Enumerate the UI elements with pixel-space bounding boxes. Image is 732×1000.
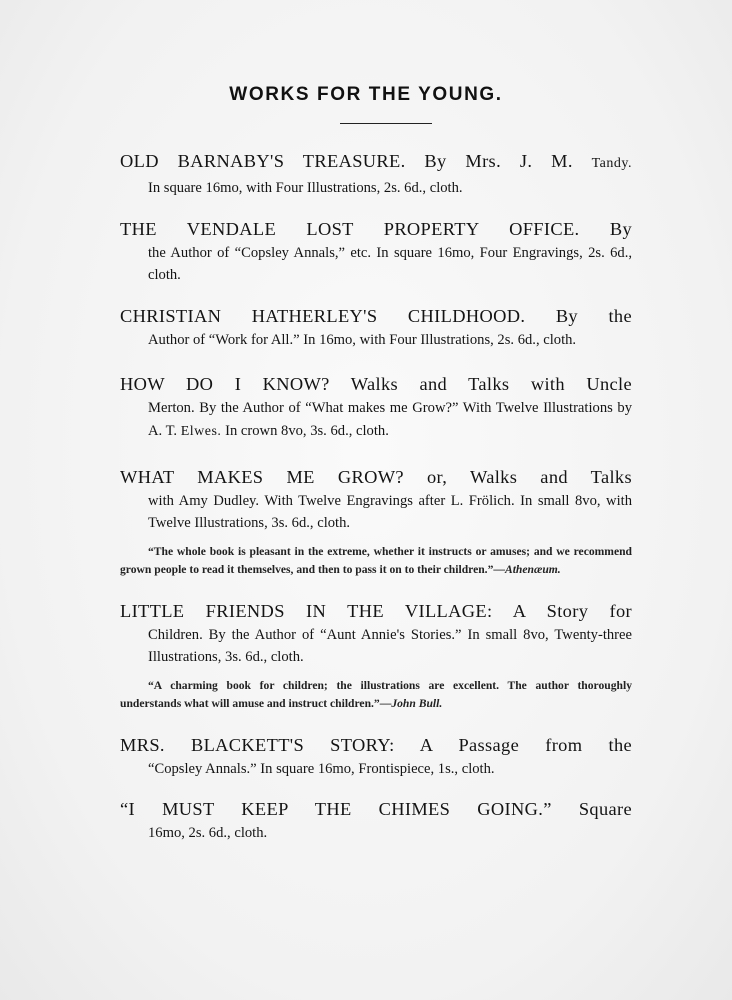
entry-title: WHAT MAKES ME GROW? [120, 466, 404, 487]
entry-detail-text: Merton. By the Author of “What makes me Grow?” With Twelve Illustrations by A. T. [148, 400, 632, 439]
entry-author: Tandy. [591, 156, 632, 171]
entry-by: A Story for [512, 600, 633, 621]
entry-by: By [609, 218, 632, 239]
quote-text: “The whole book is pleasant in the extreme, whether it instructs or amuses; and we recommend grown people to read it themselves, and then to pass it on to their children.”— [120, 544, 632, 577]
entry-title-line [120, 303, 632, 329]
entry-detail: In square 16mo, with Four Illustrations, 2s. 6d., cloth. [148, 180, 463, 196]
entry-title-line [120, 732, 632, 758]
list-item [120, 464, 632, 580]
entry-by: By Mrs. J. M. [424, 151, 573, 171]
list-item [120, 796, 632, 845]
entry-title: LITTLE FRIENDS IN THE VILLAGE: [120, 600, 493, 621]
entry-by: Walks and Talks with Uncle [350, 374, 632, 395]
review-quote [120, 677, 632, 714]
entry-title-line [120, 148, 632, 177]
page-heading: WORKS FOR THE YOUNG. [229, 84, 503, 105]
quote-text: “A charming book for children; the illustrations are excellent. The author thoroughly understands what will amuse and instruct children.”— [120, 678, 632, 711]
quote-source: John Bull. [391, 697, 443, 711]
entry-title: THE VENDALE LOST PROPERTY OFFICE. [120, 218, 580, 239]
entry-detail: Author of “Work for All.” In 16mo, with Four Illustrations, 2s. 6d., cloth. [148, 331, 577, 348]
entry-detail: Children. By the Author of “Aunt Annie's Stories.” In small 8vo, Twenty-three Illustrations, 3s. 6d., cloth. [148, 626, 632, 666]
entry-title: HOW DO I KNOW? [120, 374, 330, 395]
entry-by: or, Walks and Talks [427, 466, 632, 487]
entry-title-line [120, 598, 632, 624]
entry-by: Square [578, 799, 632, 820]
entry-title-line [120, 371, 632, 397]
list-item [120, 216, 632, 287]
entry-illustrator: Elwes. [180, 423, 222, 439]
quote-source: Athenæum. [504, 563, 561, 577]
list-item [120, 148, 632, 200]
list-item [120, 732, 632, 781]
heading-rule [340, 123, 432, 124]
entry-detail: with Amy Dudley. With Twelve Engravings after L. Frölich. In small 8vo, with Twelve Illustrations, 3s. 6d., cloth. [148, 492, 632, 532]
entry-title: MRS. BLACKETT'S STORY: [120, 734, 395, 755]
works-list [120, 148, 632, 862]
entry-title: CHRISTIAN HATHERLEY'S CHILDHOOD. [120, 305, 526, 326]
list-item [120, 371, 632, 443]
entry-detail: “Copsley Annals.” In square 16mo, Frontispiece, 1s., cloth. [148, 760, 495, 777]
entry-title-line [120, 464, 632, 490]
entry-detail-text: In crown 8vo, 3s. 6d., cloth. [225, 422, 389, 439]
entry-detail [148, 397, 632, 443]
entry-by: A Passage from the [419, 734, 633, 755]
list-item [120, 303, 632, 352]
list-item [120, 598, 632, 714]
entry-by: By the [555, 305, 632, 326]
entry-title-line [120, 796, 632, 822]
entry-title: “I MUST KEEP THE CHIMES GOING.” [120, 799, 552, 820]
entry-detail: 16mo, 2s. 6d., cloth. [148, 825, 268, 842]
review-quote [120, 543, 632, 580]
entry-detail: the Author of “Copsley Annals,” etc. In square 16mo, Four Engravings, 2s. 6d., cloth. [148, 244, 632, 284]
entry-title-line [120, 216, 632, 242]
entry-title: OLD BARNABY'S TREASURE. [120, 151, 406, 171]
